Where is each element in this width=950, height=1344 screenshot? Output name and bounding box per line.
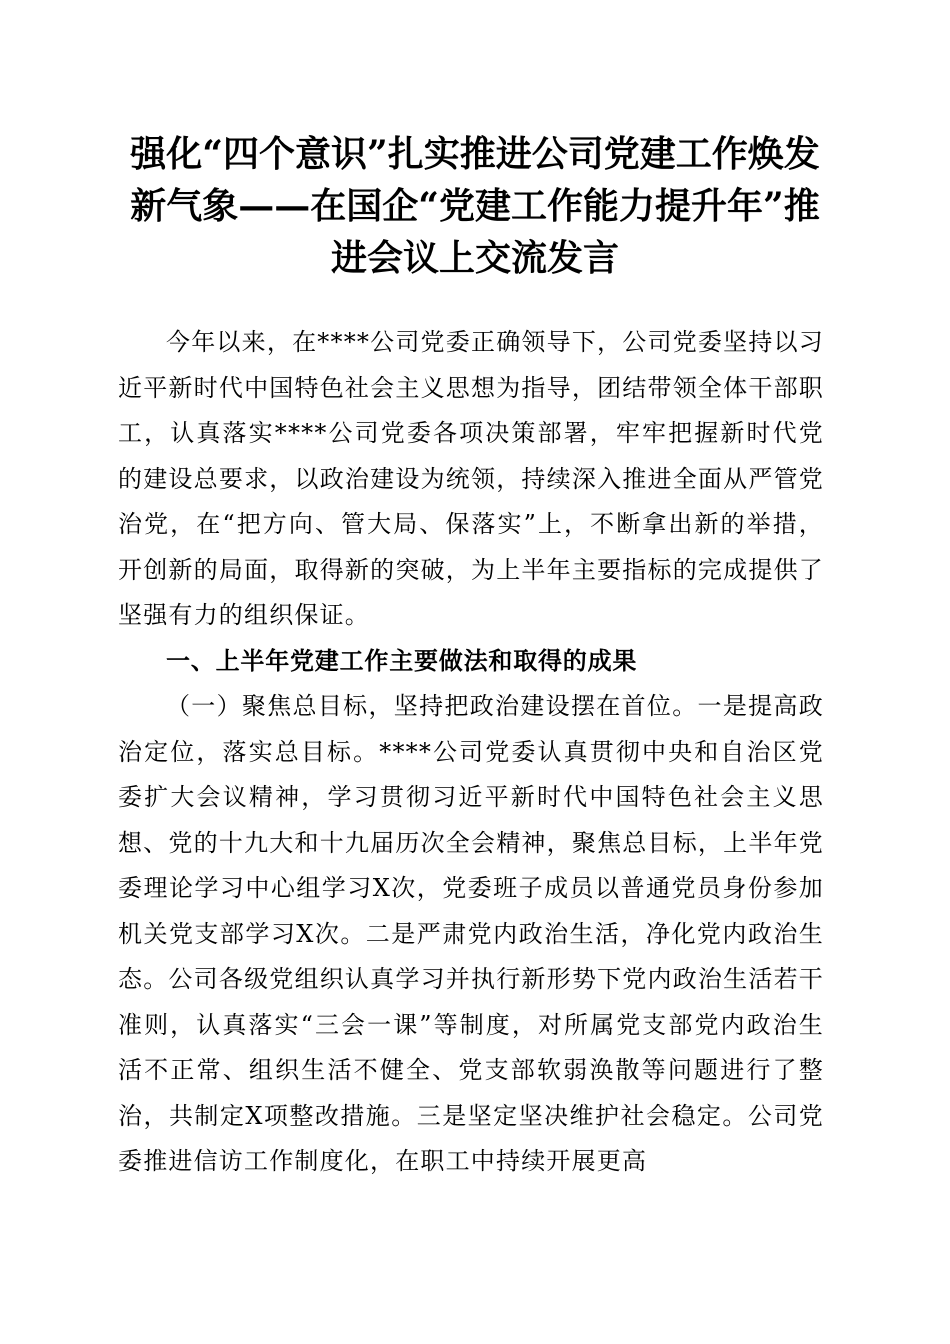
document-body	[118, 320, 824, 1185]
section-paragraph: （一）聚焦总目标，坚持把政治建设摆在首位。一是提高政治定位，落实总目标。****公司党委认真贯彻中央和自治区党委扩大会议精神，学习贯彻习近平新时代中国特色社会主义思想、党的十九大和十九届历次全会精神，聚焦总目标，上半年党委理论学习中心组学习X次，党委班子成员以普通党员身份参加机关党支部学习X次。二是严肃党内政治生活，净化党内政治生态。公司各级党组织认真学习并执行新形势下党内政治生活若干准则，认真落实“三会一课”等制度，对所属党支部党内政治生活不正常、组织生活不健全、党支部软弱涣散等问题进行了整治，共制定X项整改措施。三是坚定坚决维护社会稳定。公司党委推进信访工作制度化，在职工中持续开展更高	[118, 692, 824, 1175]
document-title: 强化“四个意识”扎实推进公司党建工作焕发新气象——在国企“党建工作能力提升年”推进会议上交流发言	[130, 133, 820, 279]
section-heading: 一、上半年党建工作主要做法和取得的成果	[166, 646, 638, 675]
intro-paragraph: 今年以来，在****公司党委正确领导下，公司党委坚持以习近平新时代中国特色社会主义思想为指导，团结带领全体干部职工，认真落实****公司党委各项决策部署，牢牢把握新时代党的建设总要求，以政治建设为统领，持续深入推进全面从严管党治党，在“把方向、管大局、保落实”上，不断拿出新的举措，开创新的局面，取得新的突破，为上半年主要指标的完成提供了坚强有力的组织保证。	[118, 328, 824, 629]
